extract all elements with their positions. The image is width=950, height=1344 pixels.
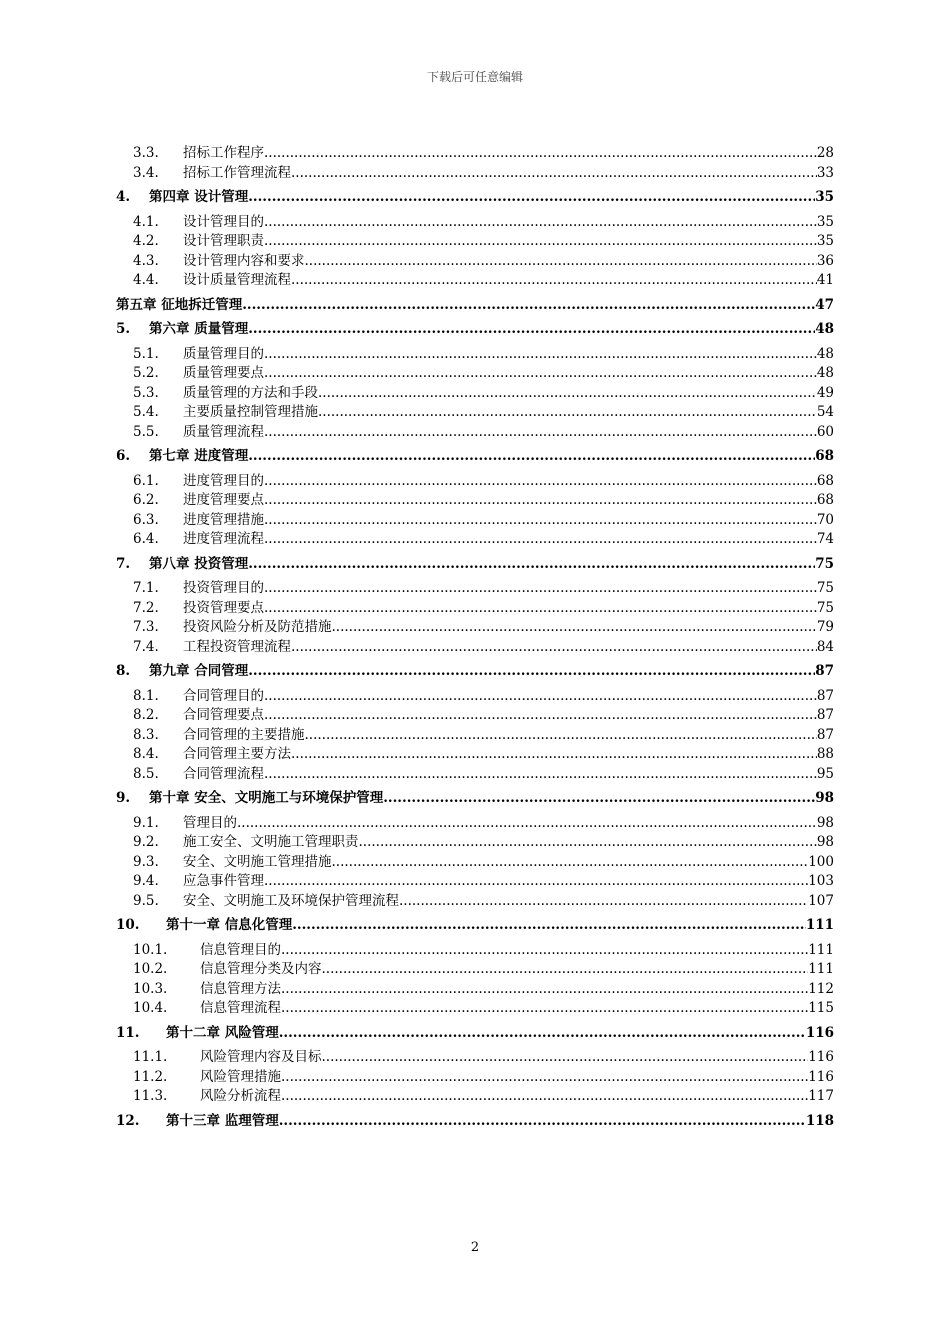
toc-entry-number: 8.3.: [133, 726, 159, 743]
toc-entry-title: 质量管理要点: [183, 365, 264, 381]
toc-entry-title: 质量管理的方法和手段: [183, 384, 318, 401]
toc-entry-page: 98: [816, 834, 834, 850]
toc-entry-title: 第七章 进度管理: [149, 448, 249, 464]
toc-entry-number: 12.: [116, 1112, 140, 1129]
toc-entry-number: 10.4.: [133, 1000, 168, 1016]
toc-entry-page: 54: [816, 404, 834, 420]
toc-entry-title: 合同管理目的: [183, 687, 264, 704]
toc-entry-title: 安全、文明施工管理措施: [183, 853, 332, 870]
toc-section-entry[interactable]: [116, 345, 834, 365]
toc-section-entry[interactable]: [116, 638, 834, 658]
toc-entry-number: 6.2.: [133, 492, 159, 508]
toc-entry-page: 118: [805, 1112, 834, 1129]
toc-entry-page: 49: [816, 384, 834, 401]
toc-section-entry[interactable]: [116, 706, 834, 726]
toc-entry-title: 信息管理分类及内容: [200, 961, 322, 977]
toc-entry-number: 5.1.: [133, 345, 159, 362]
toc-entry-number: 7.4.: [133, 638, 159, 655]
toc-entry-title: 风险管理内容及目标: [200, 1049, 322, 1065]
toc-entry-page: 36: [816, 252, 834, 269]
toc-entry-title: 招标工作管理流程: [183, 164, 291, 181]
toc-entry-number: 8.1.: [133, 687, 159, 704]
toc-dot-leader: [332, 618, 817, 638]
toc-entry-number: 10.: [116, 917, 140, 933]
toc-entry-page: 111: [808, 941, 834, 958]
toc-entry-number: 11.2.: [133, 1068, 168, 1085]
toc-section-entry[interactable]: [116, 999, 834, 1019]
toc-entry-title: 合同管理主要方法: [183, 746, 291, 762]
toc-section-entry[interactable]: [116, 833, 834, 853]
toc-entry-number: 8.2.: [133, 707, 159, 723]
toc-entry-title: 第五章 征地拆迁管理: [116, 296, 243, 313]
toc-entry-page: 35: [815, 189, 834, 205]
toc-entry-title: 第十二章 风险管理: [166, 1024, 279, 1041]
toc-entry-page: 111: [805, 917, 834, 933]
toc-chapter-entry[interactable]: [116, 296, 834, 316]
toc-dot-leader: [248, 447, 815, 467]
toc-entry-page: 116: [808, 1049, 834, 1065]
toc-dot-leader: [322, 1048, 809, 1068]
toc-entry-number: 4.2.: [133, 233, 159, 249]
toc-section-entry[interactable]: [116, 213, 834, 233]
toc-entry-page: 35: [816, 213, 834, 230]
toc-entry-number: 5.: [116, 321, 131, 337]
toc-section-entry[interactable]: [116, 1048, 834, 1068]
toc-entry-title: 设计质量管理流程: [183, 272, 291, 288]
toc-section-entry[interactable]: [116, 599, 834, 619]
toc-dot-leader: [264, 491, 817, 511]
toc-section-entry[interactable]: [116, 941, 834, 961]
toc-chapter-entry[interactable]: [116, 1112, 834, 1132]
toc-dot-leader: [291, 745, 817, 765]
toc-entry-page: 41: [816, 272, 834, 288]
toc-entry-number: 11.3.: [133, 1088, 168, 1104]
toc-entry-title: 第六章 质量管理: [149, 321, 249, 337]
toc-entry-title: 信息管理方法: [200, 980, 281, 997]
toc-entry-page: 68: [816, 492, 834, 508]
toc-entry-page: 87: [816, 726, 834, 743]
toc-chapter-entry[interactable]: [116, 447, 834, 467]
toc-section-entry[interactable]: [116, 144, 834, 164]
toc-entry-page: 48: [816, 365, 834, 381]
toc-dot-leader: [264, 213, 817, 233]
toc-entry-number: 10.3.: [133, 980, 168, 997]
toc-entry-page: 87: [815, 663, 834, 679]
toc-entry-title: 设计管理职责: [183, 233, 264, 249]
toc-entry-number: 9.3.: [133, 853, 159, 870]
toc-chapter-entry[interactable]: [116, 320, 834, 340]
toc-dot-leader: [318, 384, 817, 404]
toc-dot-leader: [242, 296, 815, 316]
toc-entry-number: 11.1.: [133, 1049, 168, 1065]
toc-entry-title: 风险分析流程: [200, 1088, 281, 1104]
toc-entry-number: 10.2.: [133, 961, 168, 977]
toc-entry-title: 安全、文明施工及环境保护管理流程: [183, 892, 399, 909]
toc-section-entry[interactable]: [116, 814, 834, 834]
toc-entry-title: 质量管理流程: [183, 423, 264, 440]
toc-dot-leader: [264, 599, 817, 619]
toc-entry-number: 9.5.: [133, 892, 159, 909]
toc-section-entry[interactable]: [116, 403, 834, 423]
toc-entry-title: 风险管理措施: [200, 1068, 281, 1085]
toc-entry-title: 投资管理目的: [183, 580, 264, 596]
toc-entry-number: 10.1.: [133, 941, 168, 958]
toc-section-entry[interactable]: [116, 530, 834, 550]
toc-section-entry[interactable]: [116, 687, 834, 707]
toc-entry-number: 3.4.: [133, 164, 159, 181]
toc-section-entry[interactable]: [116, 511, 834, 531]
toc-dot-leader: [264, 232, 817, 252]
toc-dot-leader: [359, 833, 817, 853]
toc-entry-page: 100: [808, 853, 834, 870]
toc-section-entry[interactable]: [116, 960, 834, 980]
toc-dot-leader: [248, 320, 815, 340]
toc-dot-leader: [318, 403, 817, 423]
toc-entry-title: 第四章 设计管理: [149, 189, 249, 205]
toc-dot-leader: [291, 271, 817, 291]
toc-section-entry[interactable]: [116, 1068, 834, 1088]
toc-section-entry[interactable]: [116, 980, 834, 1000]
toc-entry-title: 设计管理内容和要求: [183, 252, 305, 269]
toc-section-entry[interactable]: [116, 384, 834, 404]
toc-entry-number: 9.1.: [133, 814, 159, 831]
toc-dot-leader: [248, 188, 815, 208]
toc-chapter-entry[interactable]: [116, 789, 834, 809]
toc-section-entry[interactable]: [116, 765, 834, 785]
toc-dot-leader: [281, 980, 808, 1000]
toc-entry-title: 质量管理目的: [183, 345, 264, 362]
toc-section-entry[interactable]: [116, 853, 834, 873]
toc-entry-title: 投资管理要点: [183, 599, 264, 616]
toc-chapter-entry[interactable]: [116, 662, 834, 682]
toc-entry-page: 75: [815, 555, 834, 572]
toc-entry-page: 68: [816, 472, 834, 489]
toc-dot-leader: [264, 530, 817, 550]
toc-entry-number: 9.: [116, 790, 131, 806]
toc-entry-title: 信息管理流程: [200, 1000, 281, 1016]
toc-entry-title: 招标工作程序: [183, 145, 264, 161]
toc-section-entry[interactable]: [116, 872, 834, 892]
toc-entry-number: 7.: [116, 555, 131, 572]
toc-entry-number: 7.3.: [133, 619, 159, 635]
toc-entry-page: 117: [808, 1088, 834, 1104]
toc-entry-title: 应急事件管理: [183, 873, 264, 889]
toc-entry-number: 5.5.: [133, 423, 159, 440]
toc-entry-title: 合同管理的主要措施: [183, 726, 305, 743]
toc-dot-leader: [264, 765, 817, 785]
toc-section-entry[interactable]: [116, 491, 834, 511]
toc-entry-title: 设计管理目的: [183, 213, 264, 230]
toc-dot-leader: [264, 706, 817, 726]
toc-section-entry[interactable]: [116, 745, 834, 765]
toc-entry-title: 第十章 安全、文明施工与环境保护管理: [149, 790, 384, 806]
toc-entry-page: 35: [816, 233, 834, 249]
toc-dot-leader: [264, 687, 817, 707]
toc-entry-title: 管理目的: [183, 814, 237, 831]
toc-entry-number: 7.1.: [133, 580, 159, 596]
toc-dot-leader: [322, 960, 809, 980]
toc-entry-page: 87: [816, 687, 834, 704]
toc-entry-page: 115: [808, 1000, 834, 1016]
toc-dot-leader: [383, 789, 815, 809]
toc-entry-page: 95: [816, 765, 834, 782]
toc-section-entry[interactable]: [116, 423, 834, 443]
toc-section-entry[interactable]: [116, 892, 834, 912]
toc-dot-leader: [291, 164, 817, 184]
toc-entry-number: 6.3.: [133, 511, 159, 528]
table-of-contents: [116, 144, 834, 1136]
toc-dot-leader: [279, 1024, 806, 1044]
toc-entry-number: 6.: [116, 448, 131, 464]
toc-dot-leader: [248, 662, 815, 682]
toc-entry-title: 主要质量控制管理措施: [183, 404, 318, 420]
toc-chapter-entry[interactable]: [116, 1024, 834, 1044]
toc-dot-leader: [399, 892, 808, 912]
toc-entry-page: 68: [815, 448, 834, 464]
toc-chapter-entry[interactable]: [116, 188, 834, 208]
toc-entry-number: 4.: [116, 189, 131, 205]
toc-dot-leader: [264, 423, 817, 443]
toc-section-entry[interactable]: [116, 472, 834, 492]
toc-entry-page: 33: [816, 164, 834, 181]
toc-entry-page: 103: [808, 873, 834, 889]
toc-dot-leader: [281, 1087, 808, 1107]
toc-entry-title: 进度管理流程: [183, 531, 264, 547]
toc-entry-number: 5.3.: [133, 384, 159, 401]
toc-entry-page: 88: [816, 746, 834, 762]
toc-dot-leader: [264, 364, 817, 384]
toc-entry-title: 进度管理措施: [183, 511, 264, 528]
toc-entry-number: 7.2.: [133, 599, 159, 616]
toc-section-entry[interactable]: [116, 164, 834, 184]
toc-dot-leader: [264, 144, 817, 164]
toc-section-entry[interactable]: [116, 1087, 834, 1107]
page-header: 下载后可任意编辑: [426, 70, 523, 84]
toc-section-entry[interactable]: [116, 618, 834, 638]
toc-dot-leader: [305, 726, 817, 746]
toc-dot-leader: [237, 814, 817, 834]
toc-entry-number: 6.4.: [133, 531, 159, 547]
toc-entry-page: 112: [808, 980, 834, 997]
toc-entry-title: 合同管理要点: [183, 707, 264, 723]
toc-section-entry[interactable]: [116, 579, 834, 599]
toc-entry-page: 79: [816, 619, 834, 635]
toc-entry-page: 74: [816, 531, 834, 547]
toc-entry-title: 第十三章 监理管理: [166, 1112, 279, 1129]
toc-dot-leader: [264, 872, 808, 892]
toc-entry-number: 8.5.: [133, 765, 159, 782]
toc-chapter-entry[interactable]: [116, 555, 834, 575]
toc-entry-title: 信息管理目的: [200, 941, 281, 958]
toc-entry-title: 工程投资管理流程: [183, 638, 291, 655]
toc-entry-title: 进度管理目的: [183, 472, 264, 489]
toc-entry-page: 98: [815, 790, 834, 806]
toc-entry-number: 8.4.: [133, 746, 159, 762]
toc-entry-number: 11.: [116, 1024, 140, 1041]
page-number: 2: [470, 1240, 480, 1255]
toc-entry-page: 60: [816, 423, 834, 440]
toc-entry-page: 116: [805, 1024, 834, 1041]
toc-entry-page: 75: [816, 580, 834, 596]
toc-dot-leader: [264, 472, 817, 492]
toc-dot-leader: [279, 1112, 806, 1132]
toc-section-entry[interactable]: [116, 726, 834, 746]
toc-entry-page: 48: [815, 321, 834, 337]
toc-dot-leader: [248, 555, 815, 575]
toc-entry-number: 4.1.: [133, 213, 159, 230]
toc-entry-number: 9.2.: [133, 834, 159, 850]
toc-entry-number: 8.: [116, 663, 131, 679]
toc-entry-number: 3.3.: [133, 145, 159, 161]
toc-entry-title: 进度管理要点: [183, 492, 264, 508]
toc-dot-leader: [264, 511, 817, 531]
toc-dot-leader: [292, 916, 806, 936]
toc-entry-page: 70: [816, 511, 834, 528]
toc-entry-title: 第十一章 信息化管理: [166, 917, 293, 933]
toc-section-entry[interactable]: [116, 252, 834, 272]
toc-entry-page: 116: [808, 1068, 834, 1085]
toc-chapter-entry[interactable]: [116, 916, 834, 936]
toc-entry-page: 87: [816, 707, 834, 723]
toc-entry-page: 48: [816, 345, 834, 362]
toc-entry-page: 75: [816, 599, 834, 616]
toc-entry-number: 4.4.: [133, 272, 159, 288]
toc-dot-leader: [264, 579, 817, 599]
toc-entry-page: 111: [808, 961, 834, 977]
toc-entry-page: 98: [816, 814, 834, 831]
toc-dot-leader: [281, 999, 808, 1019]
toc-entry-number: 5.2.: [133, 365, 159, 381]
toc-dot-leader: [264, 345, 817, 365]
toc-section-entry[interactable]: [116, 271, 834, 291]
toc-entry-title: 第九章 合同管理: [149, 663, 249, 679]
toc-dot-leader: [281, 1068, 808, 1088]
toc-entry-number: 6.1.: [133, 472, 159, 489]
toc-dot-leader: [291, 638, 817, 658]
toc-section-entry[interactable]: [116, 232, 834, 252]
toc-dot-leader: [305, 252, 817, 272]
toc-entry-page: 47: [815, 296, 834, 313]
toc-entry-number: 9.4.: [133, 873, 159, 889]
toc-entry-title: 第八章 投资管理: [149, 555, 249, 572]
toc-entry-page: 28: [816, 145, 834, 161]
toc-entry-title: 投资风险分析及防范措施: [183, 619, 332, 635]
toc-dot-leader: [281, 941, 808, 961]
toc-section-entry[interactable]: [116, 364, 834, 384]
toc-entry-title: 合同管理流程: [183, 765, 264, 782]
toc-dot-leader: [332, 853, 809, 873]
toc-entry-page: 84: [816, 638, 834, 655]
toc-entry-page: 107: [808, 892, 834, 909]
toc-entry-title: 施工安全、文明施工管理职责: [183, 834, 359, 850]
toc-entry-number: 5.4.: [133, 404, 159, 420]
toc-entry-number: 4.3.: [133, 252, 159, 269]
